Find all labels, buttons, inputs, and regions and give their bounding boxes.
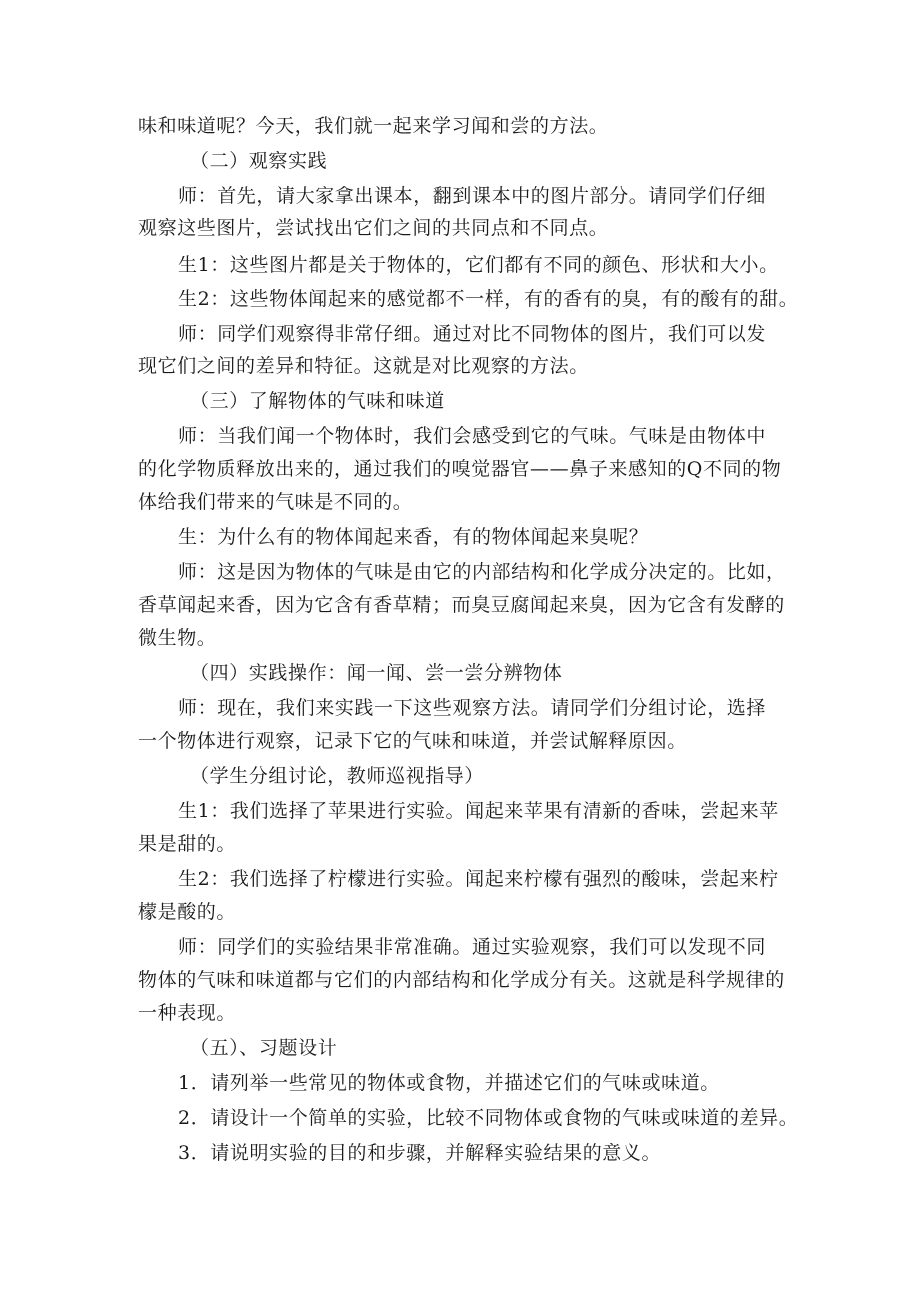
exercise-item: 1．请列举一些常见的物体或食物，并描述它们的气味或味道。 [178,1072,720,1094]
text-line: （学生分组讨论，教师巡视指导） [190,765,485,787]
text-line: 物体的气味和味道都与它们的内部结构和化学成分有关。这就是科学规律的 [138,969,785,991]
text-line: 生2：这些物体闻起来的感觉都不一样，有的香有的臭，有的酸有的甜。 [178,288,799,310]
exercise-item: 3．请说明实验的目的和步骤，并解释实验结果的意义。 [178,1142,662,1164]
text-line: 现它们之间的差异和特征。这就是对比观察的方法。 [138,355,589,377]
text-line: 师：现在，我们来实践一下这些观察方法。请同学们分组讨论，选择 [178,697,767,719]
text-line: 生1：这些图片都是关于物体的，它们都有不同的颜色、形状和大小。 [178,254,779,276]
text-line: 香草闻起来香，因为它含有香草精；而臭豆腐闻起来臭，因为它含有发酵的 [138,594,785,616]
section-heading: （三）了解物体的气味和味道 [190,390,445,412]
text-line: 果是甜的。 [138,833,237,855]
text-line: 师：同学们的实验结果非常准确。通过实验观察，我们可以发现不同 [178,936,767,958]
text-line: 生2：我们选择了柠檬进行实验。闻起来柠檬有强烈的酸味，尝起来柠 [178,868,779,890]
text-line: 的化学物质释放出来的，通过我们的嗅觉器官——鼻子来感知的Q不同的物 [138,458,782,480]
text-line: 体给我们带来的气味是不同的。 [138,491,413,513]
text-line: 生：为什么有的物体闻起来香，有的物体闻起来臭呢？ [178,526,649,548]
section-heading: （五）、习题设计 [190,1037,338,1059]
text-line: 观察这些图片，尝试找出它们之间的共同点和不同点。 [138,217,609,239]
text-line: 师：首先，请大家拿出课本，翻到课本中的图片部分。请同学们仔细 [178,185,767,207]
text-line: 师：这是因为物体的气味是由它的内部结构和化学成分决定的。比如， [178,561,786,583]
text-line: 微生物。 [138,627,217,649]
text-line: 檬是酸的。 [138,901,237,923]
text-line: 味和味道呢？今天，我们就一起来学习闻和尝的方法。 [138,115,609,137]
text-line: 师：当我们闻一个物体时，我们会感受到它的气味。气味是由物体中 [178,425,767,447]
text-line: 生1：我们选择了苹果进行实验。闻起来苹果有清新的香味，尝起来苹 [178,800,779,822]
exercise-item: 2．请设计一个简单的实验，比较不同物体或食物的气味或味道的差异。 [178,1107,799,1129]
section-heading: （四）实践操作：闻一闻、尝一尝分辨物体 [190,662,563,684]
text-line: 师：同学们观察得非常仔细。通过对比不同物体的图片，我们可以发 [178,323,767,345]
text-line: 一种表现。 [138,1002,237,1024]
text-line: 一个物体进行观察，记录下它的气味和味道，并尝试解释原因。 [138,730,687,752]
section-heading: （二）观察实践 [190,150,328,172]
